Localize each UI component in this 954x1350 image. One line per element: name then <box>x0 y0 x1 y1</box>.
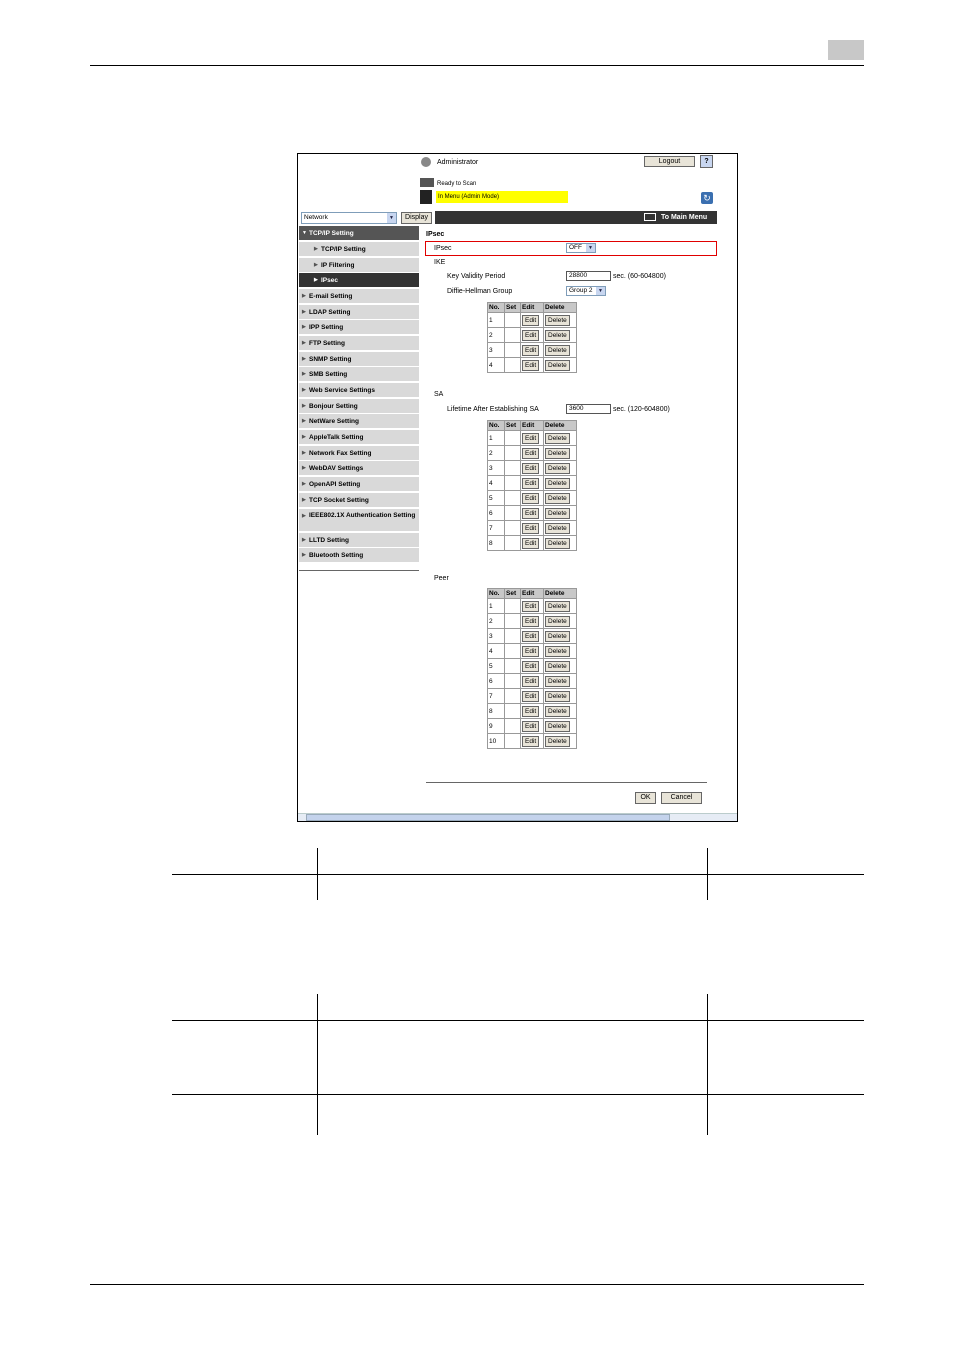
row-edit-cell <box>521 461 544 476</box>
sidebar-item-label: FTP Setting <box>309 340 345 347</box>
row-delete-cell <box>544 719 577 734</box>
edit-button[interactable]: Edit <box>522 661 539 672</box>
row-number: 7 <box>488 521 505 536</box>
col-no: No. <box>488 421 505 431</box>
key-validity-input[interactable]: 28800 <box>566 271 611 281</box>
status-mode: In Menu (Admin Mode) <box>438 194 500 200</box>
table-row <box>488 476 577 491</box>
row-set <box>505 689 521 704</box>
delete-button[interactable]: Delete <box>545 661 570 672</box>
row-number: 4 <box>488 644 505 659</box>
sidebar-item-label: OpenAPI Setting <box>309 481 361 488</box>
sidebar-item-ip-filtering[interactable] <box>299 258 419 273</box>
edit-button[interactable]: Edit <box>522 676 539 687</box>
sidebar-item-email[interactable] <box>299 289 419 304</box>
triangle-down-icon: ▼ <box>302 230 307 236</box>
edit-button[interactable]: Edit <box>522 493 539 504</box>
row-number: 2 <box>488 614 505 629</box>
table-row <box>488 689 577 704</box>
table-row <box>488 431 577 446</box>
row-set <box>505 629 521 644</box>
sidebar-item-label: LLTD Setting <box>309 537 349 544</box>
dh-group-label: Diffie-Hellman Group <box>447 288 513 295</box>
page-number-box <box>828 40 864 60</box>
sidebar-item-label: TCP/IP Setting <box>321 246 366 253</box>
row-delete-cell <box>544 446 577 461</box>
triangle-right-icon: ▶ <box>302 309 306 315</box>
table-row <box>488 629 577 644</box>
scanner-icon <box>420 178 434 187</box>
sidebar-item-label: Bluetooth Setting <box>309 552 364 559</box>
page-title: IPsec <box>426 231 445 238</box>
category-select[interactable] <box>301 212 397 224</box>
ipsec-select[interactable] <box>566 243 596 253</box>
edit-button[interactable]: Edit <box>522 646 539 657</box>
lifetime-label: Lifetime After Establishing SA <box>447 406 539 413</box>
triangle-right-icon: ▶ <box>314 277 318 283</box>
row-edit-cell <box>521 734 544 749</box>
table-row <box>488 734 577 749</box>
table-row <box>488 659 577 674</box>
row-delete-cell <box>544 358 577 373</box>
delete-button[interactable]: Delete <box>545 538 570 549</box>
delete-button[interactable]: Delete <box>545 360 570 371</box>
edit-button[interactable]: Edit <box>522 345 539 356</box>
triangle-right-icon: ▶ <box>302 497 306 503</box>
table-row <box>488 521 577 536</box>
delete-button[interactable]: Delete <box>545 433 570 444</box>
row-delete-cell <box>544 599 577 614</box>
horizontal-scrollbar[interactable] <box>298 813 737 822</box>
row-set <box>505 614 521 629</box>
row-number: 2 <box>488 328 505 343</box>
sidebar-item-tcpip-setting[interactable] <box>299 242 419 257</box>
row-delete-cell <box>544 734 577 749</box>
sidebar-item-ftp[interactable] <box>299 336 419 351</box>
col-edit: Edit <box>521 421 544 431</box>
help-icon[interactable]: ? <box>700 155 713 168</box>
sidebar-item-network-fax[interactable] <box>299 446 419 461</box>
delete-button[interactable]: Delete <box>545 601 570 612</box>
sidebar-item-label: LDAP Setting <box>309 309 351 316</box>
row-number: 6 <box>488 674 505 689</box>
table-row <box>488 704 577 719</box>
edit-button[interactable]: Edit <box>522 523 539 534</box>
row-set <box>505 461 521 476</box>
delete-button[interactable]: Delete <box>545 616 570 627</box>
sidebar-item-ldap[interactable] <box>299 305 419 320</box>
row-delete-cell <box>544 659 577 674</box>
table-row <box>488 313 577 328</box>
table2-rule-mid <box>172 1094 864 1095</box>
table-row <box>488 328 577 343</box>
sa-rows <box>488 431 577 551</box>
col-no: No. <box>488 589 505 599</box>
logout-button[interactable]: Logout <box>644 156 695 167</box>
row-number: 1 <box>488 431 505 446</box>
delete-button[interactable]: Delete <box>545 676 570 687</box>
sidebar-item-tcp-socket[interactable] <box>299 493 419 508</box>
row-edit-cell <box>521 476 544 491</box>
table1-rule-top <box>172 874 864 875</box>
row-set <box>505 491 521 506</box>
peer-rows <box>488 599 577 749</box>
table2-rule-top <box>172 1020 864 1021</box>
row-edit-cell <box>521 659 544 674</box>
sidebar-divider <box>299 570 419 571</box>
triangle-right-icon: ▶ <box>302 537 306 543</box>
triangle-right-icon: ▶ <box>314 262 318 268</box>
edit-button[interactable]: Edit <box>522 448 539 459</box>
table-row <box>488 536 577 551</box>
sa-table <box>487 420 577 551</box>
sidebar-item-netware[interactable] <box>299 414 419 429</box>
edit-button[interactable]: Edit <box>522 601 539 612</box>
row-delete-cell <box>544 343 577 358</box>
edit-button[interactable]: Edit <box>522 508 539 519</box>
table-row <box>488 674 577 689</box>
edit-button[interactable]: Edit <box>522 616 539 627</box>
ike-table <box>487 302 577 373</box>
cancel-button[interactable]: Cancel <box>661 792 702 804</box>
row-delete-cell <box>544 491 577 506</box>
row-edit-cell <box>521 431 544 446</box>
row-delete-cell <box>544 614 577 629</box>
row-number: 3 <box>488 461 505 476</box>
delete-button[interactable]: Delete <box>545 330 570 341</box>
footer-rule <box>90 1284 864 1285</box>
row-set <box>505 343 521 358</box>
edit-button[interactable]: Edit <box>522 463 539 474</box>
row-delete-cell <box>544 629 577 644</box>
edit-button[interactable]: Edit <box>522 360 539 371</box>
row-edit-cell <box>521 521 544 536</box>
machine-icon <box>420 190 432 204</box>
row-set <box>505 313 521 328</box>
row-set <box>505 506 521 521</box>
row-set <box>505 704 521 719</box>
row-delete-cell <box>544 689 577 704</box>
table1-col-rule-1 <box>317 848 318 900</box>
edit-button[interactable]: Edit <box>522 631 539 642</box>
delete-button[interactable]: Delete <box>545 646 570 657</box>
row-edit-cell <box>521 689 544 704</box>
row-set <box>505 476 521 491</box>
category-value: Network <box>304 214 328 221</box>
ike-section-label: IKE <box>434 259 446 266</box>
sidebar-item-tcpip-group[interactable] <box>299 226 419 241</box>
triangle-right-icon: ▶ <box>302 434 306 440</box>
edit-button[interactable]: Edit <box>522 721 539 732</box>
row-delete-cell <box>544 536 577 551</box>
triangle-right-icon: ▶ <box>302 465 306 471</box>
sidebar-item-label: IPP Setting <box>309 324 344 331</box>
peer-section-label: Peer <box>434 575 449 582</box>
table1-col-rule-2 <box>707 848 708 900</box>
row-set <box>505 328 521 343</box>
row-delete-cell <box>544 704 577 719</box>
table2-col-rule-1 <box>317 994 318 1135</box>
sidebar-item-label: IPsec <box>321 277 338 284</box>
sidebar-item-smb[interactable] <box>299 367 419 382</box>
delete-button[interactable]: Delete <box>545 706 570 717</box>
sidebar-item-label: SNMP Setting <box>309 356 352 363</box>
table-row <box>488 614 577 629</box>
lifetime-range: sec. (120-604800) <box>613 406 670 413</box>
sidebar-item-bluetooth[interactable] <box>299 548 419 563</box>
sidebar-item-ipsec[interactable] <box>299 273 419 288</box>
triangle-right-icon: ▶ <box>302 293 306 299</box>
row-delete-cell <box>544 431 577 446</box>
edit-button[interactable]: Edit <box>522 478 539 489</box>
delete-button[interactable]: Delete <box>545 631 570 642</box>
ipsec-value: OFF <box>569 244 582 251</box>
col-edit: Edit <box>521 589 544 599</box>
row-delete-cell <box>544 461 577 476</box>
row-edit-cell <box>521 328 544 343</box>
row-delete-cell <box>544 328 577 343</box>
row-set <box>505 644 521 659</box>
row-edit-cell <box>521 644 544 659</box>
row-delete-cell <box>544 476 577 491</box>
col-set: Set <box>505 421 521 431</box>
chevron-down-icon: ▼ <box>596 287 605 295</box>
row-number: 3 <box>488 629 505 644</box>
row-set <box>505 431 521 446</box>
row-delete-cell <box>544 506 577 521</box>
table-row <box>488 506 577 521</box>
triangle-right-icon: ▶ <box>302 481 306 487</box>
sidebar-item-label: IEEE802.1X Authentication Setting <box>309 512 416 519</box>
row-delete-cell <box>544 521 577 536</box>
ok-button[interactable]: OK <box>635 792 656 804</box>
lifetime-input[interactable]: 3600 <box>566 404 611 414</box>
row-edit-cell <box>521 704 544 719</box>
sidebar-item-label: SMB Setting <box>309 371 348 378</box>
main-menu-bar <box>435 211 717 224</box>
sidebar-item-label: IP Filtering <box>321 262 355 269</box>
sidebar-item-lltd[interactable] <box>299 533 419 548</box>
screenshot-frame <box>297 153 738 822</box>
col-delete: Delete <box>544 589 577 599</box>
chevron-down-icon: ▼ <box>387 213 396 223</box>
delete-button[interactable]: Delete <box>545 493 570 504</box>
delete-button[interactable]: Delete <box>545 523 570 534</box>
main-menu-link[interactable]: To Main Menu <box>661 214 708 221</box>
sidebar-item-label: WebDAV Settings <box>309 465 364 472</box>
triangle-right-icon: ▶ <box>302 450 306 456</box>
table-row <box>488 719 577 734</box>
delete-button[interactable]: Delete <box>545 721 570 732</box>
row-edit-cell <box>521 446 544 461</box>
sidebar-item-webdav[interactable] <box>299 461 419 476</box>
main-menu-icon <box>644 213 656 221</box>
delete-button[interactable]: Delete <box>545 345 570 356</box>
row-edit-cell <box>521 674 544 689</box>
col-set: Set <box>505 589 521 599</box>
delete-button[interactable]: Delete <box>545 736 570 747</box>
sidebar-item-label: AppleTalk Setting <box>309 434 364 441</box>
key-validity-label: Key Validity Period <box>447 273 506 280</box>
peer-table <box>487 588 577 749</box>
triangle-right-icon: ▶ <box>302 340 306 346</box>
triangle-right-icon: ▶ <box>302 513 306 519</box>
triangle-right-icon: ▶ <box>302 387 306 393</box>
row-number: 10 <box>488 734 505 749</box>
row-edit-cell <box>521 599 544 614</box>
row-number: 1 <box>488 313 505 328</box>
row-set <box>505 358 521 373</box>
sidebar-item-snmp[interactable] <box>299 352 419 367</box>
table-row <box>488 461 577 476</box>
admin-icon <box>421 157 431 167</box>
dh-group-value: Group 2 <box>569 287 593 294</box>
key-validity-range: sec. (60-604800) <box>613 273 666 280</box>
scrollbar-thumb[interactable] <box>306 814 670 821</box>
row-edit-cell <box>521 358 544 373</box>
row-number: 5 <box>488 491 505 506</box>
row-edit-cell <box>521 719 544 734</box>
triangle-right-icon: ▶ <box>302 418 306 424</box>
sidebar-item-label: TCP/IP Setting <box>309 230 354 237</box>
table-row <box>488 491 577 506</box>
edit-button[interactable]: Edit <box>522 691 539 702</box>
row-number: 1 <box>488 599 505 614</box>
row-number: 9 <box>488 719 505 734</box>
delete-button[interactable]: Delete <box>545 691 570 702</box>
sidebar-item-label: NetWare Setting <box>309 418 359 425</box>
table-row <box>488 343 577 358</box>
table-row <box>488 446 577 461</box>
row-edit-cell <box>521 506 544 521</box>
sidebar-item-web-service[interactable] <box>299 383 419 398</box>
row-set <box>505 599 521 614</box>
row-set <box>505 734 521 749</box>
row-delete-cell <box>544 313 577 328</box>
status-ready: Ready to Scan <box>437 181 477 187</box>
sidebar-item-label: Network Fax Setting <box>309 450 372 457</box>
table2-col-rule-2 <box>707 994 708 1135</box>
ike-rows <box>488 313 577 373</box>
triangle-right-icon: ▶ <box>302 403 306 409</box>
row-number: 7 <box>488 689 505 704</box>
header-rule <box>90 65 864 66</box>
edit-button[interactable]: Edit <box>522 433 539 444</box>
row-set <box>505 536 521 551</box>
row-number: 3 <box>488 343 505 358</box>
col-edit: Edit <box>521 303 544 313</box>
row-set <box>505 659 521 674</box>
triangle-right-icon: ▶ <box>302 552 306 558</box>
row-set <box>505 674 521 689</box>
row-set <box>505 446 521 461</box>
row-edit-cell <box>521 536 544 551</box>
row-set <box>505 521 521 536</box>
table-row <box>488 644 577 659</box>
chevron-down-icon: ▼ <box>586 244 595 252</box>
delete-button[interactable]: Delete <box>545 508 570 519</box>
row-edit-cell <box>521 491 544 506</box>
sidebar-item-label: Web Service Settings <box>309 387 375 394</box>
row-delete-cell <box>544 644 577 659</box>
display-button[interactable]: Display <box>401 212 432 224</box>
edit-button[interactable]: Edit <box>522 315 539 326</box>
row-edit-cell <box>521 343 544 358</box>
col-delete: Delete <box>544 303 577 313</box>
triangle-right-icon: ▶ <box>314 246 318 252</box>
sidebar-item-label: E-mail Setting <box>309 293 353 300</box>
triangle-right-icon: ▶ <box>302 356 306 362</box>
row-number: 4 <box>488 476 505 491</box>
sa-section-label: SA <box>434 391 444 398</box>
edit-button[interactable]: Edit <box>522 538 539 549</box>
table-row <box>488 358 577 373</box>
sidebar-item-openapi[interactable] <box>299 477 419 492</box>
row-set <box>505 719 521 734</box>
col-set: Set <box>505 303 521 313</box>
row-number: 6 <box>488 506 505 521</box>
triangle-right-icon: ▶ <box>302 324 306 330</box>
sidebar-item-bonjour[interactable] <box>299 399 419 414</box>
col-delete: Delete <box>544 421 577 431</box>
refresh-icon[interactable]: ↻ <box>701 192 713 204</box>
edit-button[interactable]: Edit <box>522 330 539 341</box>
delete-button[interactable]: Delete <box>545 463 570 474</box>
row-number: 8 <box>488 704 505 719</box>
admin-label: Administrator <box>437 159 479 166</box>
ipsec-label: IPsec <box>434 245 452 252</box>
sidebar-item-appletalk[interactable] <box>299 430 419 445</box>
row-delete-cell <box>544 674 577 689</box>
edit-button[interactable]: Edit <box>522 706 539 717</box>
footer-divider <box>426 782 707 783</box>
row-edit-cell <box>521 313 544 328</box>
row-edit-cell <box>521 614 544 629</box>
triangle-right-icon: ▶ <box>302 371 306 377</box>
sidebar-item-ipp[interactable] <box>299 320 419 335</box>
row-number: 4 <box>488 358 505 373</box>
row-number: 5 <box>488 659 505 674</box>
sidebar-item-ieee8021x[interactable] <box>299 509 419 532</box>
sidebar-item-label: Bonjour Setting <box>309 403 358 410</box>
delete-button[interactable]: Delete <box>545 315 570 326</box>
row-number: 2 <box>488 446 505 461</box>
row-edit-cell <box>521 629 544 644</box>
sidebar-item-label: TCP Socket Setting <box>309 497 369 504</box>
edit-button[interactable]: Edit <box>522 736 539 747</box>
row-number: 8 <box>488 536 505 551</box>
table-row <box>488 599 577 614</box>
delete-button[interactable]: Delete <box>545 478 570 489</box>
dh-group-select[interactable] <box>566 286 606 296</box>
col-no: No. <box>488 303 505 313</box>
delete-button[interactable]: Delete <box>545 448 570 459</box>
